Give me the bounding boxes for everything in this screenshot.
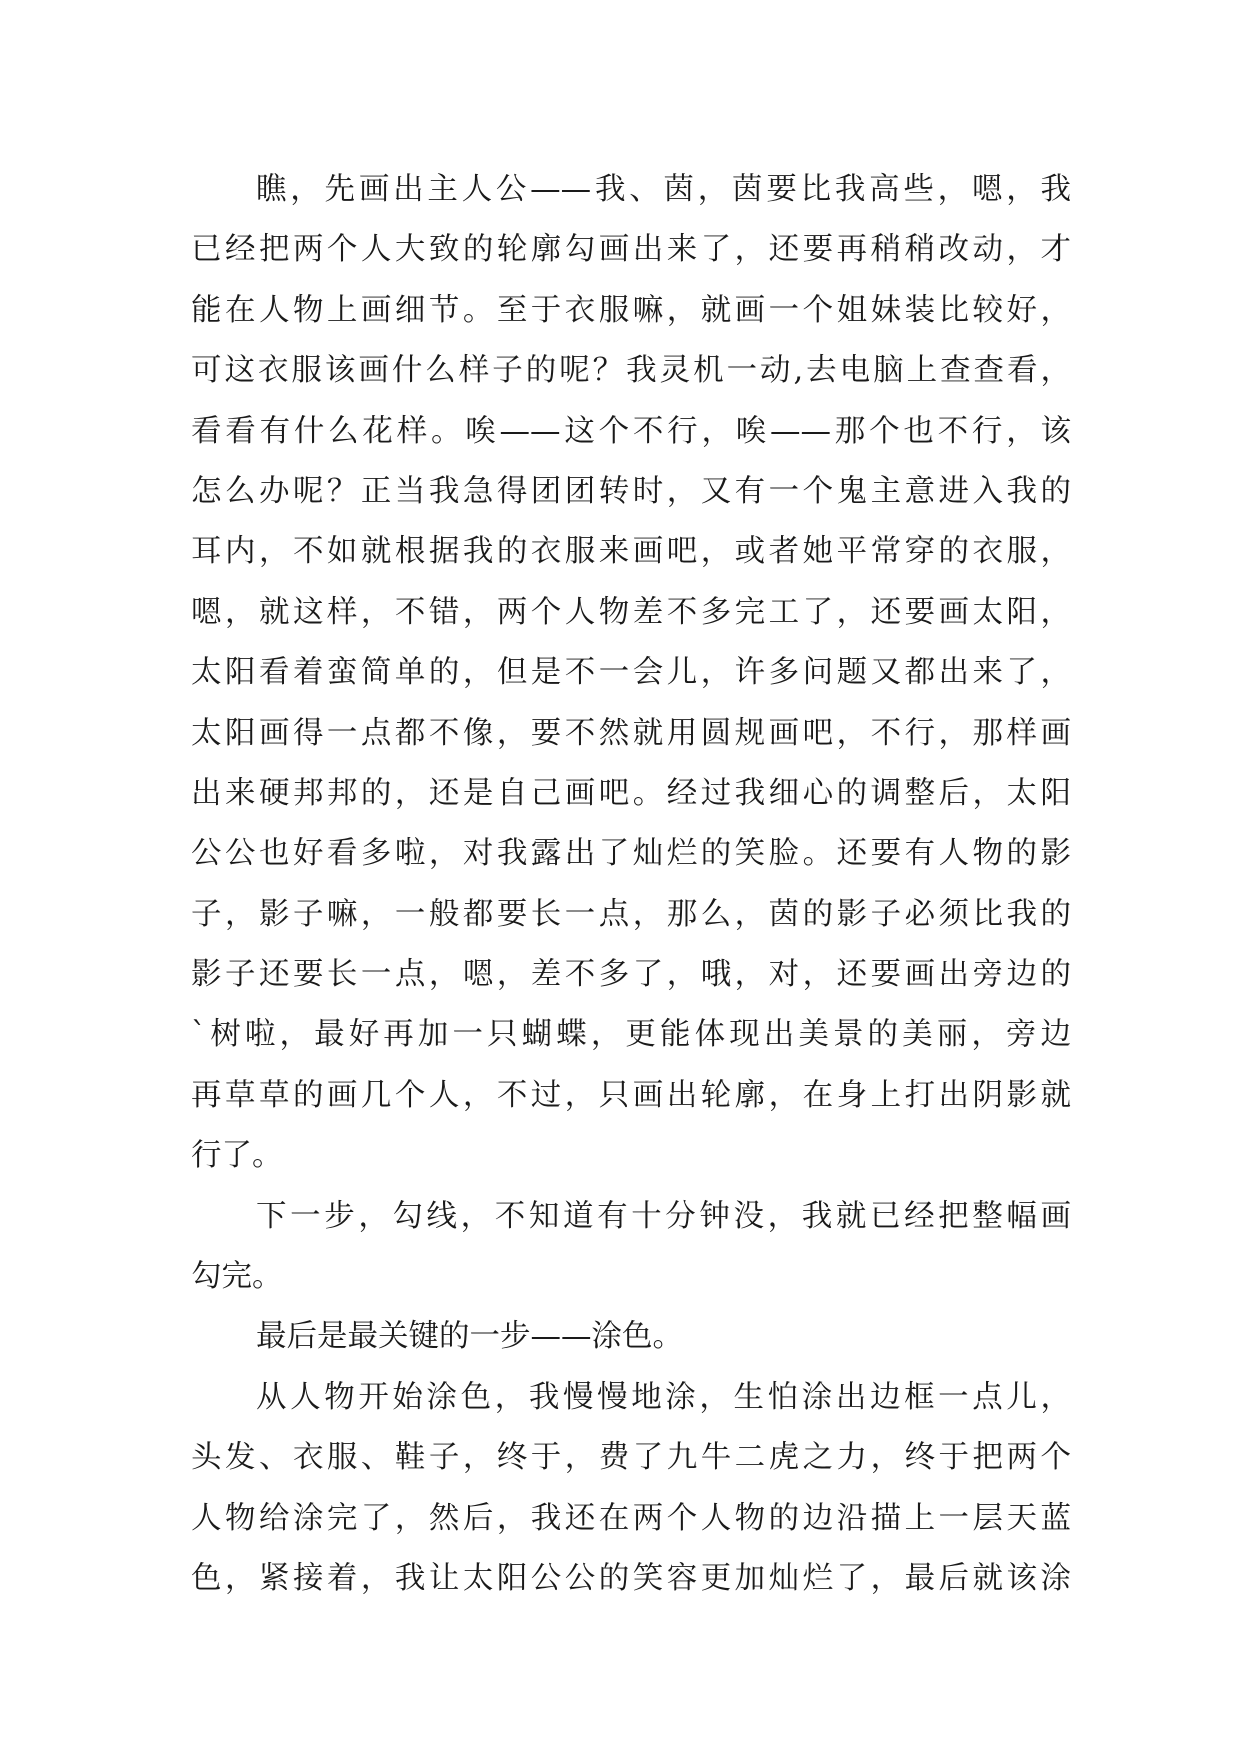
text-line: 可这衣服该画什么样子的呢？我灵机一动,去电脑上查查看， xyxy=(191,353,1071,389)
text-line: 再草草的画几个人，不过，只画出轮廓，在身上打出阴影就 xyxy=(191,1077,1071,1113)
text-line: 行了。 xyxy=(191,1138,283,1174)
text-line: 子，影子嘛，一般都要长一点，那么，茵的影子必须比我的 xyxy=(191,896,1071,932)
text-line: 太阳画得一点都不像，要不然就用圆规画吧，不行，那样画 xyxy=(191,715,1071,751)
text-line: 已经把两个人大致的轮廓勾画出来了，还要再稍稍改动，才 xyxy=(191,232,1071,268)
text-line: 人物给涂完了，然后，我还在两个人物的边沿描上一层天蓝 xyxy=(191,1500,1071,1536)
text-line: 出来硬邦邦的，还是自己画吧。经过我细心的调整后，太阳 xyxy=(191,775,1071,811)
text-line: 从人物开始涂色，我慢慢地涂，生怕涂出边框一点儿， xyxy=(256,1379,1071,1415)
text-line: 嗯，就这样，不错，两个人物差不多完工了，还要画太阳， xyxy=(191,594,1071,630)
text-line: 色，紧接着，我让太阳公公的笑容更加灿烂了，最后就该涂 xyxy=(191,1560,1071,1596)
document-body xyxy=(191,160,1071,1609)
text-line: 瞧，先画出主人公——我、茵，茵要比我高些，嗯，我 xyxy=(256,172,1071,207)
text-line: 太阳看着蛮简单的，但是不一会儿，许多问题又都出来了， xyxy=(191,655,1071,691)
text-line: 公公也好看多啦，对我露出了灿烂的笑脸。还要有人物的影 xyxy=(191,836,1071,872)
text-line: 下一步，勾线，不知道有十分钟没，我就已经把整幅画 xyxy=(256,1198,1071,1234)
text-line: 头发、衣服、鞋子，终于，费了九牛二虎之力，终于把两个 xyxy=(191,1440,1071,1476)
text-line: 能在人物上画细节。至于衣服嘛，就画一个姐妹装比较好， xyxy=(191,292,1071,328)
text-line: 最后是最关键的一步——涂色。 xyxy=(256,1319,683,1355)
text-line: 影子还要长一点，嗯，差不多了，哦，对，还要画出旁边的 xyxy=(191,957,1071,993)
text-line: 勾完。 xyxy=(191,1259,283,1295)
text-line: 怎么办呢？正当我急得团团转时，又有一个鬼主意进入我的 xyxy=(191,473,1071,509)
text-line: 看看有什么花样。唉——这个不行，唉——那个也不行，该 xyxy=(191,413,1071,449)
text-line: 耳内，不如就根据我的衣服来画吧，或者她平常穿的衣服， xyxy=(191,534,1071,570)
text-line: `树啦，最好再加一只蝴蝶，更能体现出美景的美丽，旁边 xyxy=(191,1017,1071,1053)
